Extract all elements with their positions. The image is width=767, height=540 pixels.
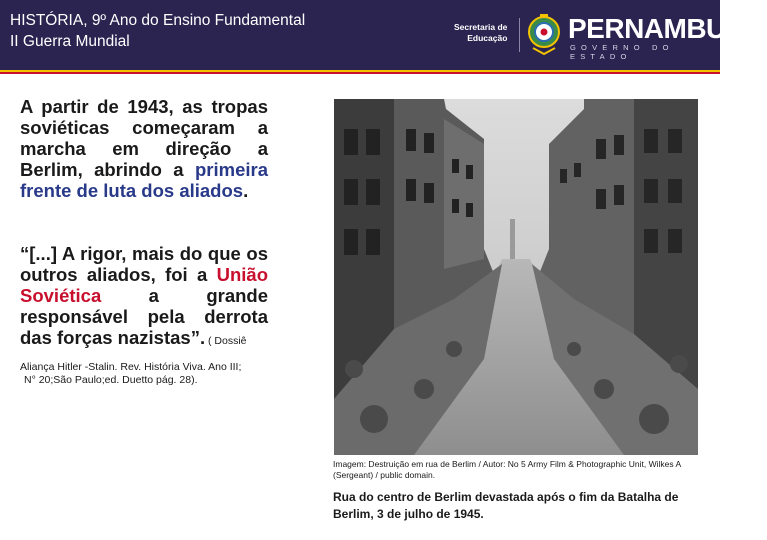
paragraph-1-end: . — [243, 180, 249, 201]
title-line-2: II Guerra Mundial — [10, 33, 130, 50]
slide-title — [10, 10, 305, 52]
secretaria-label — [454, 22, 507, 44]
ruined-street-photo — [334, 99, 698, 455]
header-stripe — [0, 70, 720, 74]
title-line-1: HISTÓRIA, 9º Ano do Ensino Fundamental — [10, 12, 306, 29]
secretaria-line-1: Secretaria de — [454, 22, 508, 32]
quote-end: a grande responsável pela derrota das forças nazistas”. — [20, 285, 268, 348]
citation-line-2: N° 20;São Paulo;ed. Duetto pág. 28). — [24, 373, 198, 386]
citation — [20, 361, 272, 386]
paragraph-1-highlight: primeira frente de luta dos aliados — [20, 159, 268, 201]
header-bar — [0, 0, 767, 70]
paragraph-1 — [20, 96, 268, 201]
image-credit: Imagem: Destruição em rua de Berlim / Autor: No 5 Army Film & Photographic Unit, Wilkes A (Sergeant) / public domain. — [333, 459, 681, 480]
state-crest-icon — [525, 12, 563, 56]
brand-subtitle: GOVERNO DO ESTADO — [570, 43, 674, 61]
citation-start: ( Dossiê — [205, 335, 247, 347]
photo-caption: Rua do centro de Berlim devastada após o fim da Batalha de Berlim, 3 de julho de 1945. — [333, 490, 679, 521]
paragraph-1-text: A partir de 1943, as tropas soviéticas começaram a marcha em direção a Berlim, abrindo a — [20, 96, 268, 180]
secretaria-line-2: Educação — [467, 33, 508, 43]
quote-highlight: União Soviética — [20, 264, 268, 306]
brand-name: PERNAMBUCO — [568, 13, 767, 44]
quote-text: “[...] A rigor, mais do que os outros aliados, foi a — [20, 243, 268, 285]
paragraph-2 — [20, 243, 268, 352]
header-divider — [519, 18, 520, 52]
citation-line-1: Aliança Hitler -Stalin. Rev. História Viva. Ano III; — [20, 361, 242, 373]
